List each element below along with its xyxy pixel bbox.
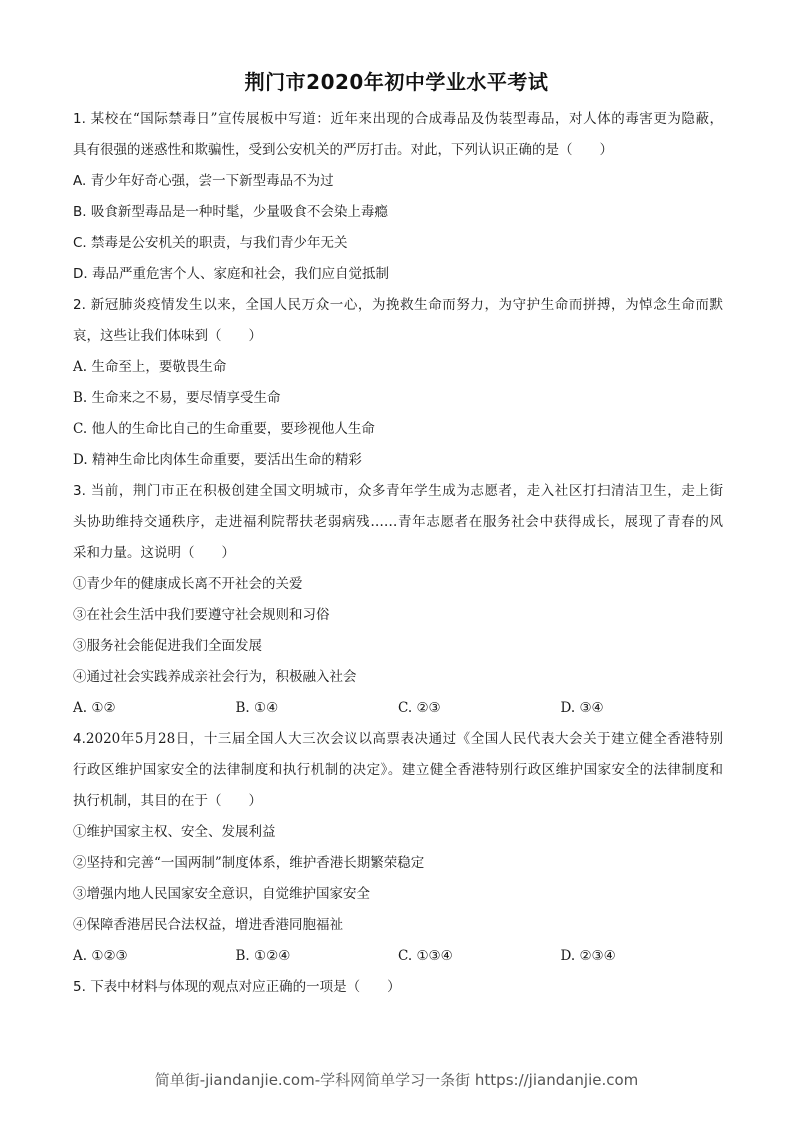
page-title: 荆门市2020年初中学业水平考试 bbox=[244, 70, 549, 94]
statement-2: ②坚持和完善“一国两制”制度体系，维护香港长期繁荣稳定 bbox=[73, 855, 425, 871]
option-b: B. 吸食新型毒品是一种时髦，少量吸食不会染上毒瘾 bbox=[73, 204, 388, 220]
choice-b: B. ①②④ bbox=[235, 948, 291, 964]
question-stem-line: 行政区维护国家安全的法律制度和执行机制的决定》。建立健全香港特别行政区维护国家安全的法律制度和 bbox=[73, 762, 723, 778]
question-5 bbox=[73, 972, 723, 1003]
question-number: 3. bbox=[73, 483, 86, 499]
question-number: 5. bbox=[73, 979, 86, 995]
question-4 bbox=[73, 724, 723, 972]
question-stem-line: 2. 新冠肺炎疫情发生以来，全国人民万众一心，为挽救生命而努力，为守护生命而拼搏，为悼念生命而默 bbox=[73, 297, 723, 313]
choice-row bbox=[73, 941, 723, 972]
question-stem-line: 哀，这些让我们体味到（ ） bbox=[73, 328, 262, 344]
question-stem-line: 采和力量。这说明（ ） bbox=[73, 545, 235, 561]
exam-content bbox=[73, 104, 723, 1003]
choice-row bbox=[73, 693, 723, 724]
choice-b: B. ①④ bbox=[235, 700, 279, 716]
page-footer-watermark: 简单街-jiandanjie.com-学科网简单学习一条街 https://jiandanjie.com bbox=[154, 1071, 639, 1089]
choice-c: C. ①③④ bbox=[398, 948, 453, 964]
option-a: A. 生命至上，要敬畏生命 bbox=[73, 359, 227, 375]
option-b: B. 生命来之不易，要尽情享受生命 bbox=[73, 390, 281, 406]
option-a: A. 青少年好奇心强，尝一下新型毒品不为过 bbox=[73, 173, 334, 189]
question-stem-line: 5. 下表中材料与体现的观点对应正确的一项是（ ） bbox=[73, 979, 401, 995]
question-number: 4. bbox=[73, 731, 86, 747]
statement-3: ③服务社会能促进我们全面发展 bbox=[73, 638, 262, 654]
choice-a: A. ①②③ bbox=[73, 948, 128, 964]
statement-2: ③在社会生活中我们要遵守社会规则和习俗 bbox=[73, 607, 330, 623]
statement-4: ④保障香港居民合法权益，增进香港同胞福祉 bbox=[73, 917, 343, 933]
question-3 bbox=[73, 476, 723, 724]
statement-1: ①维护国家主权、安全、发展利益 bbox=[73, 824, 276, 840]
statement-3: ③增强内地人民国家安全意识，自觉维护国家安全 bbox=[73, 886, 370, 902]
option-c: C. 禁毒是公安机关的职责，与我们青少年无关 bbox=[73, 235, 348, 251]
choice-d: D. ③④ bbox=[560, 700, 604, 716]
question-2 bbox=[73, 290, 723, 476]
question-stem-line: 1. 某校在“国际禁毒日”宣传展板中写道：近年来出现的合成毒品及伪装型毒品，对人体的毒害更为隐蔽， bbox=[73, 111, 723, 127]
option-c: C. 他人的生命比自己的生命重要，要珍视他人生命 bbox=[73, 421, 375, 437]
question-stem-line: 3. 当前，荆门市正在积极创建全国文明城市，众多青年学生成为志愿者，走入社区打扫清洁卫生，走上街 bbox=[73, 483, 723, 499]
question-stem-line: 4.2020年5月28日，十三届全国人大三次会议以高票表决通过《全国人民代表大会关于建立健全香港特别 bbox=[73, 731, 723, 747]
choice-d: D. ②③④ bbox=[560, 948, 616, 964]
question-1 bbox=[73, 104, 723, 290]
question-stem-line: 头协助维持交通秩序，走进福利院帮扶老弱病残……青年志愿者在服务社会中获得成长，展现了青春的风 bbox=[73, 514, 723, 530]
option-d: D. 精神生命比肉体生命重要，要活出生命的精彩 bbox=[73, 452, 362, 468]
statement-4: ④通过社会实践养成亲社会行为，积极融入社会 bbox=[73, 669, 357, 685]
choice-a: A. ①② bbox=[73, 700, 116, 716]
question-number: 2. bbox=[73, 297, 86, 313]
option-d: D. 毒品严重危害个人、家庭和社会，我们应自觉抵制 bbox=[73, 266, 389, 282]
question-stem-line: 具有很强的迷惑性和欺骗性，受到公安机关的严厉打击。对此，下列认识正确的是（ ） bbox=[73, 142, 613, 158]
statement-1: ①青少年的健康成长离不开社会的关爱 bbox=[73, 576, 303, 592]
choice-c: C. ②③ bbox=[398, 700, 441, 716]
question-number: 1. bbox=[73, 111, 86, 127]
question-stem-line: 执行机制，其目的在于（ ） bbox=[73, 793, 262, 809]
